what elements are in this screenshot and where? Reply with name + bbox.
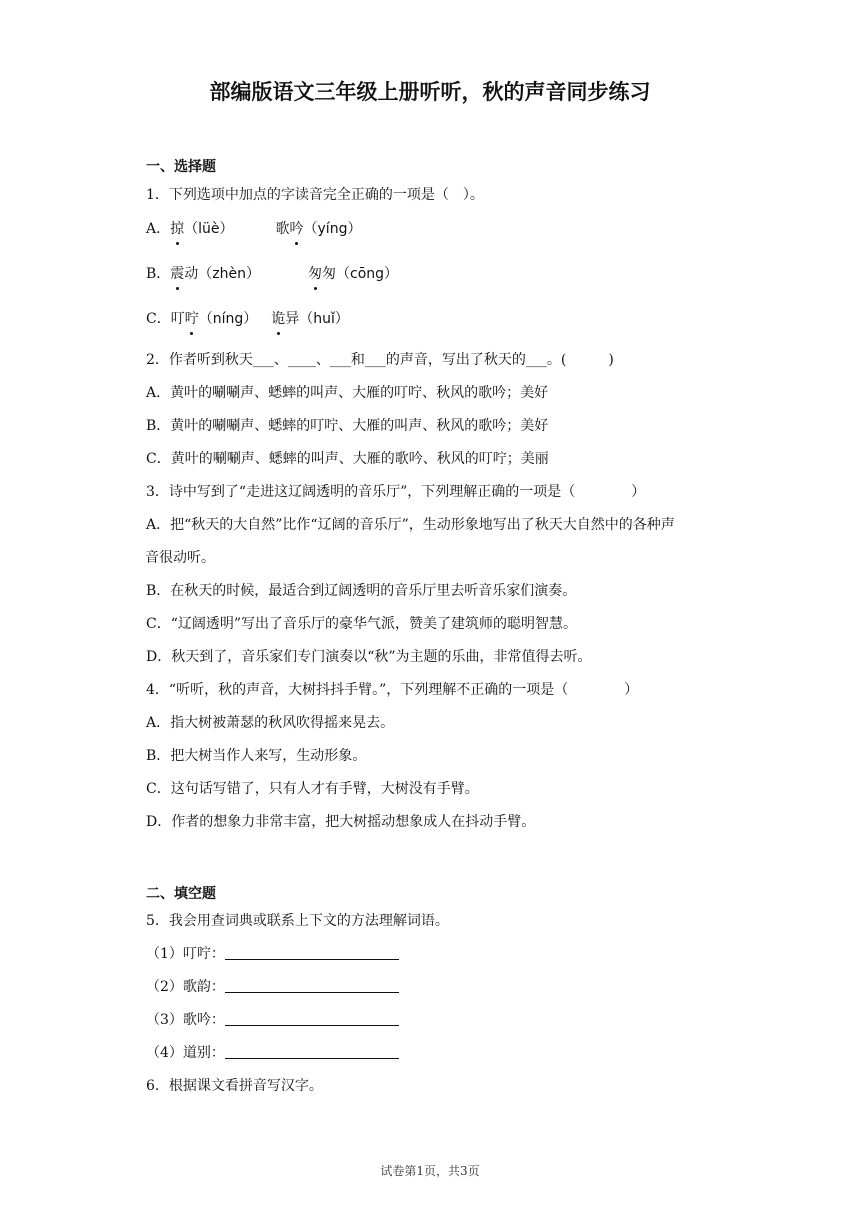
question-2-stem: 2．作者听到秋天___、____、___和___的声音，写出了秋天的___。( ) — [146, 352, 614, 368]
question-1-option-c — [146, 302, 746, 336]
question-2-option-c: C．黄叶的唰唰声、蟋蟀的叫声、大雁的歌吟、秋风的叮咛；美丽 — [146, 451, 549, 467]
char: 歌 — [275, 221, 290, 237]
option-label: A． — [146, 221, 171, 237]
question-3-option-a-cont: 音很动听。 — [145, 550, 215, 566]
question-5-stem: 5．我会用查词典或联系上下文的方法理解词语。 — [146, 913, 449, 929]
char: 动 — [184, 266, 199, 282]
question-5-item — [146, 938, 746, 971]
question-4-stem: 4．“听听，秋的声音，大树抖抖手臂。”，下列理解不正确的一项是（ ） — [146, 682, 639, 698]
dotted-char: 震 — [170, 257, 184, 291]
question-1-option-b — [146, 257, 746, 291]
page-footer: 试卷第1页，共3页 — [380, 1164, 480, 1178]
question-2-option-b: B．黄叶的唰唰声、蟋蟀的叮咛、大雁的叫声、秋风的歌吟；美好 — [146, 418, 549, 434]
dotted-char: 吟 — [290, 212, 304, 246]
section-heading-choice: 一、选择题 — [146, 159, 216, 175]
question-1-option-a — [146, 212, 746, 246]
word-pair — [170, 212, 233, 246]
dotted-char: 咛 — [185, 302, 199, 336]
question-2-option-a: A．黄叶的唰唰声、蟋蟀的叫声、大雁的叮咛、秋风的歌吟；美好 — [146, 385, 549, 401]
char: 叮 — [170, 311, 185, 327]
pinyin: （huǐ） — [299, 311, 349, 327]
question-5-item — [146, 1004, 746, 1037]
dotted-char: 匆 — [308, 257, 322, 291]
question-5-item — [146, 1037, 746, 1070]
question-3-option-d: D．秋天到了，音乐家们专门演奏以“秋”为主题的乐曲，非常值得去听。 — [146, 649, 592, 665]
char: 异 — [285, 311, 300, 327]
question-3-option-a: A．把“秋天的大自然”比作“辽阔的音乐厅”，生动形象地写出了秋天大自然中的各种声 — [146, 517, 675, 533]
option-label: B． — [146, 266, 171, 282]
pinyin: （níng） — [198, 311, 258, 327]
word-pair — [271, 302, 349, 336]
question-3-option-c: C．“辽阔透明”写出了音乐厅的豪华气派，赞美了建筑师的聪明智慧。 — [146, 616, 578, 632]
question-3-stem: 3．诗中写到了“走进这辽阔透明的音乐厅”，下列理解正确的一项是（ ） — [146, 484, 646, 500]
page-title: 部编版语文三年级上册听听，秋的声音同步练习 — [209, 80, 651, 104]
exam-content — [146, 156, 746, 1103]
answer-blank[interactable] — [225, 1009, 399, 1026]
question-4-option-b: B．把大树当作人来写，生动形象。 — [146, 748, 367, 764]
word-pair — [276, 212, 362, 246]
word-pair — [170, 257, 260, 291]
question-4-option-c: C．这句话写错了，只有人才有手臂，大树没有手臂。 — [146, 781, 479, 797]
pinyin: （lüè） — [184, 221, 234, 237]
pinyin: （yíng） — [303, 221, 362, 237]
question-4-option-a: A．指大树被萧瑟的秋风吹得摇来晃去。 — [146, 715, 395, 731]
word-pair — [308, 257, 398, 291]
section-heading-fill: 二、填空题 — [146, 886, 216, 902]
question-5-item — [146, 971, 746, 1004]
answer-blank[interactable] — [225, 976, 399, 993]
answer-blank[interactable] — [225, 1042, 399, 1059]
dotted-char: 掠 — [170, 212, 184, 246]
item-label: （3）歌吟： — [146, 1012, 225, 1028]
char: 匆 — [322, 266, 337, 282]
question-3-option-b: B．在秋天的时候，最适合到辽阔透明的音乐厅里去听音乐家们演奏。 — [146, 583, 577, 599]
word-pair — [171, 302, 258, 336]
pinyin: （cōng） — [336, 266, 399, 282]
option-label: C． — [146, 311, 171, 327]
item-label: （1）叮咛： — [146, 946, 225, 962]
question-6-stem: 6．根据课文看拼音写汉字。 — [146, 1078, 323, 1094]
dotted-char: 诡 — [271, 302, 285, 336]
item-label: （2）歌韵： — [146, 979, 225, 995]
question-1-stem: 1．下列选项中加点的字读音完全正确的一项是（ ）。 — [146, 187, 484, 203]
item-label: （4）道别： — [146, 1045, 225, 1061]
question-4-option-d: D．作者的想象力非常丰富，把大树摇动想象成人在抖动手臂。 — [146, 814, 536, 830]
answer-blank[interactable] — [225, 943, 399, 960]
pinyin: （zhèn） — [198, 266, 261, 282]
